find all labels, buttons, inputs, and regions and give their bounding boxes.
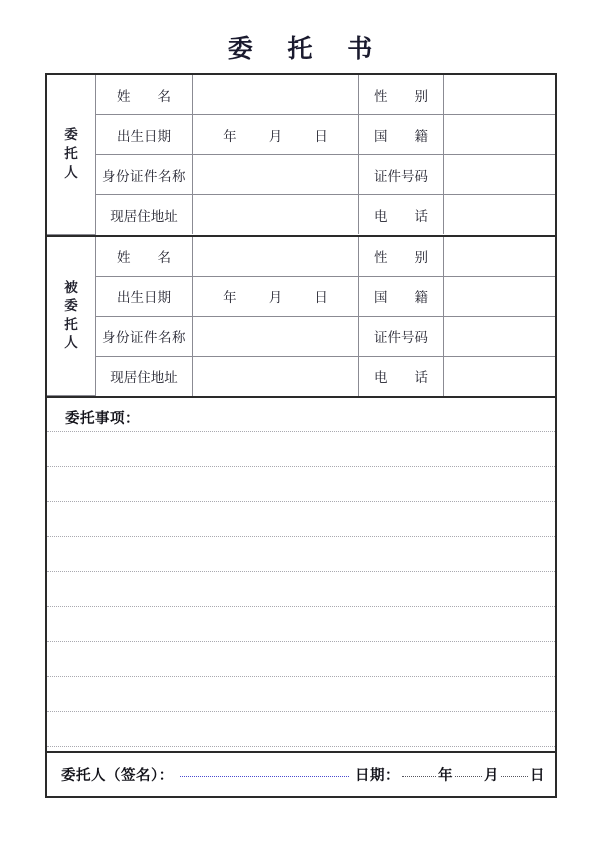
signature-section xyxy=(47,753,555,797)
field-principal-id-type[interactable] xyxy=(193,155,359,195)
label-principal-name: 姓 名 xyxy=(96,75,193,115)
label-principal-phone: 电 话 xyxy=(359,195,444,235)
date-day-input[interactable] xyxy=(501,776,528,777)
table-row xyxy=(47,356,555,396)
agent-row-header xyxy=(47,237,96,396)
field-principal-birthdate[interactable] xyxy=(193,115,359,155)
label-principal-id-type xyxy=(96,155,193,195)
date-day-unit: 日 xyxy=(530,767,545,784)
matters-rule-line xyxy=(47,641,555,642)
matters-rule-line xyxy=(47,676,555,677)
table-row xyxy=(47,276,555,316)
label-agent-name: 姓 名 xyxy=(96,237,193,277)
signature-label: 委托人（签名）： xyxy=(61,767,174,784)
table-row xyxy=(47,115,555,155)
field-agent-phone[interactable] xyxy=(444,356,556,396)
field-principal-address[interactable] xyxy=(193,195,359,235)
field-agent-id-type[interactable] xyxy=(193,316,359,356)
label-agent-gender: 性 别 xyxy=(359,237,444,277)
principal-header-char-0: 委 xyxy=(64,127,78,144)
matters-rule-line xyxy=(47,711,555,712)
label-agent-id-type-text: 身份证件名称 xyxy=(102,330,186,346)
matters-section[interactable] xyxy=(47,398,555,753)
field-agent-gender[interactable] xyxy=(444,237,556,277)
field-principal-id-number[interactable] xyxy=(444,155,556,195)
principal-header-char-1: 托 xyxy=(64,145,78,162)
label-agent-address: 现居住地址 xyxy=(96,356,193,396)
principal-section xyxy=(47,75,555,237)
matters-rule-line xyxy=(47,501,555,502)
label-principal-id-type-text: 身份证件名称 xyxy=(102,168,186,185)
principal-table xyxy=(47,75,555,235)
field-agent-address[interactable] xyxy=(193,356,359,396)
principal-birth-year-unit: 年 xyxy=(223,128,237,145)
matters-rule-line xyxy=(47,571,555,572)
agent-birth-month-unit: 月 xyxy=(268,290,283,306)
field-agent-nationality[interactable] xyxy=(444,276,556,316)
matters-rule-line xyxy=(47,606,555,607)
principal-birth-month-unit: 月 xyxy=(268,128,283,145)
table-row xyxy=(47,237,555,277)
date-year-unit: 年 xyxy=(438,767,453,784)
label-principal-id-number: 证件号码 xyxy=(359,155,444,195)
matters-rule-line xyxy=(47,466,555,467)
matters-rule-line xyxy=(47,431,555,432)
label-principal-address: 现居住地址 xyxy=(96,195,193,235)
matters-title: 委托事项： xyxy=(65,410,140,427)
agent-birth-year-unit: 年 xyxy=(223,290,237,306)
field-principal-phone[interactable] xyxy=(444,195,556,235)
table-row xyxy=(47,155,555,195)
agent-header-char-0: 被 xyxy=(64,279,78,296)
field-principal-nationality[interactable] xyxy=(444,115,556,155)
table-row xyxy=(47,316,555,356)
signature-input-line[interactable] xyxy=(180,776,349,777)
field-agent-id-number[interactable] xyxy=(444,316,556,356)
label-agent-phone: 电 话 xyxy=(359,356,444,396)
date-month-unit: 月 xyxy=(484,767,499,784)
table-row xyxy=(47,75,555,115)
label-agent-nationality: 国 籍 xyxy=(359,276,444,316)
form-frame xyxy=(45,73,557,798)
signature-row xyxy=(61,764,545,785)
field-agent-birthdate[interactable] xyxy=(193,276,359,316)
date-year-input[interactable] xyxy=(402,776,436,777)
label-agent-id-number: 证件号码 xyxy=(359,316,444,356)
page-title: 委 托 书 xyxy=(227,34,386,63)
agent-header-char-3: 人 xyxy=(64,335,78,352)
field-principal-gender[interactable] xyxy=(444,75,556,115)
label-agent-birthdate: 出生日期 xyxy=(96,276,193,316)
agent-header-char-2: 托 xyxy=(64,316,78,333)
agent-birth-day-unit: 日 xyxy=(314,290,328,306)
label-agent-id-type xyxy=(96,316,193,356)
agent-header-char-1: 委 xyxy=(64,298,78,315)
matters-rule-line xyxy=(47,536,555,537)
matters-rule-line xyxy=(47,746,555,747)
field-agent-name[interactable] xyxy=(193,237,359,277)
principal-row-header xyxy=(47,75,96,234)
principal-birth-day-unit: 日 xyxy=(314,128,328,145)
label-principal-gender: 性 别 xyxy=(359,75,444,115)
table-row xyxy=(47,195,555,235)
label-principal-nationality: 国 籍 xyxy=(359,115,444,155)
date-label: 日期： xyxy=(355,767,400,784)
date-month-input[interactable] xyxy=(455,776,482,777)
field-principal-name[interactable] xyxy=(193,75,359,115)
agent-table xyxy=(47,237,555,397)
agent-section xyxy=(47,237,555,399)
principal-header-char-2: 人 xyxy=(64,164,78,181)
label-principal-birthdate: 出生日期 xyxy=(96,115,193,155)
